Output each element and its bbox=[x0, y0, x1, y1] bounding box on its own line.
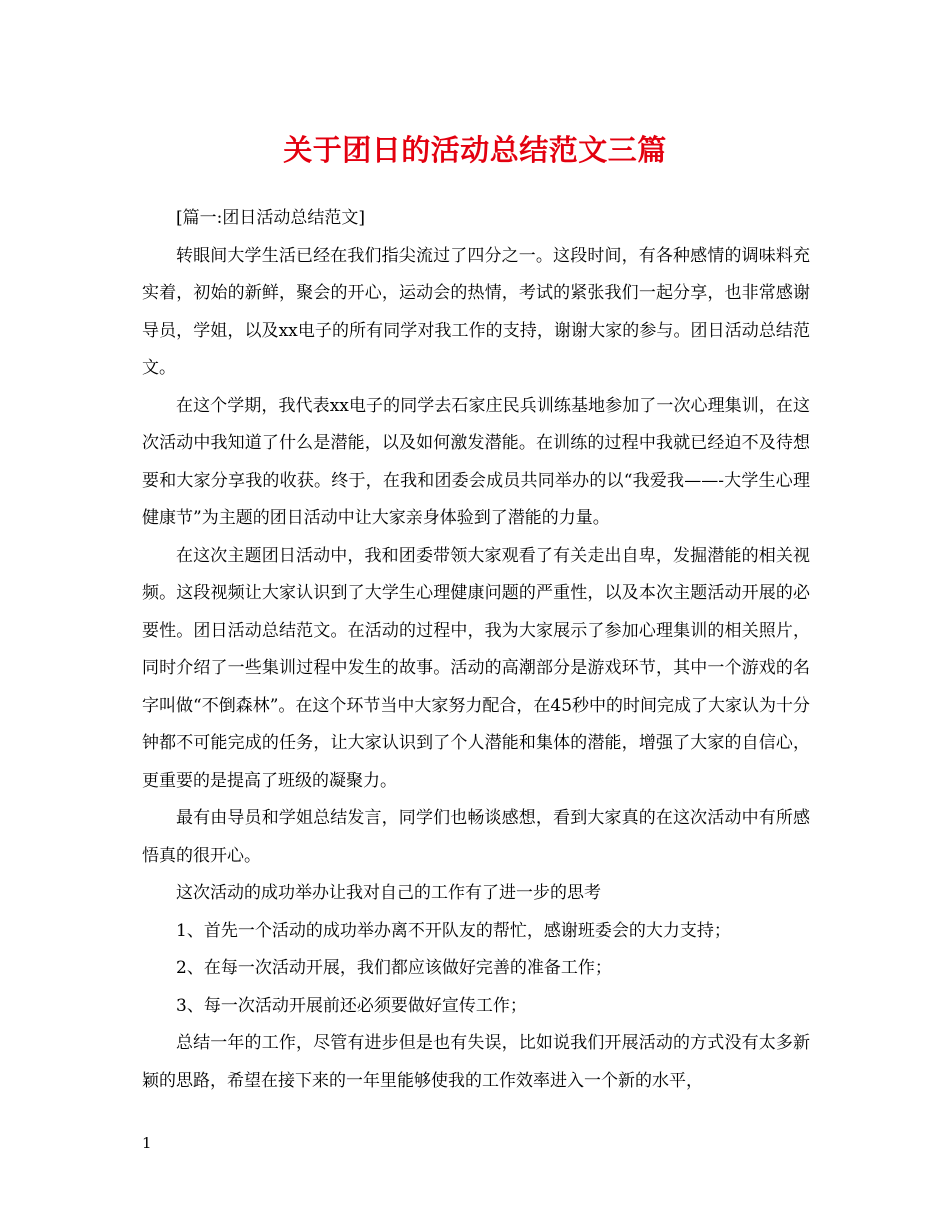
list-item: 2、在每一次活动开展，我们都应该做好完善的准备工作； bbox=[176, 958, 612, 978]
page-number: 1 bbox=[142, 1134, 152, 1152]
paragraph: 这次活动的成功举办让我对自己的工作有了进一步的思考 bbox=[176, 883, 601, 903]
section-heading: [篇一:团日活动总结范文] bbox=[176, 208, 365, 228]
document-body bbox=[142, 200, 810, 1100]
paragraph: 最有由导员和学姐总结发言，同学们也畅谈感想，看到大家真的在这次活动中有所感悟真的很开心。 bbox=[142, 808, 810, 866]
paragraph: 转眼间大学生活已经在我们指尖流过了四分之一。这段时间，有各种感情的调味料充实着，初始的新鲜，聚会的开心，运动会的热情，考试的紧张我们一起分享，也非常感谢导员，学姐，以及xx电子的所有同学对我工作的支持，谢谢大家的参与。团日活动总结范文。 bbox=[142, 245, 810, 378]
paragraph: 在这次主题团日活动中，我和团委带领大家观看了有关走出自卑，发掘潜能的相关视频。这段视频让大家认识到了大学生心理健康问题的严重性，以及本次主题活动开展的必要性。团日活动总结范文。在活动的过程中，我为大家展示了参加心理集训的相关照片，同时介绍了一些集训过程中发生的故事。活动的高潮部分是游戏环节，其中一个游戏的名字叫做“不倒森林”。在这个环节当中大家努力配合，在45秒中的时间完成了大家认为十分钟都不可能完成的任务，让大家认识到了个人潜能和集体的潜能，增强了大家的自信心，更重要的是提高了班级的凝聚力。 bbox=[142, 545, 811, 791]
list-item: 1、首先一个活动的成功举办离不开队友的帮忙，感谢班委会的大力支持； bbox=[176, 920, 731, 941]
document-title: 关于团日的活动总结范文三篇 bbox=[283, 133, 667, 167]
list-item: 3、每一次活动开展前还必须要做好宣传工作； bbox=[176, 995, 527, 1016]
paragraph: 在这个学期，我代表xx电子的同学去石家庄民兵训练基地参加了一次心理集训，在这次活动中我知道了什么是潜能，以及如何激发潜能。在训练的过程中我就已经迫不及待想要和大家分享我的收获。终于，在我和团委会成员共同举办的以“我爱我——-大学生心理健康节”为主题的团日活动中让大家亲身体验到了潜能的力量。 bbox=[142, 395, 810, 528]
paragraph: 总结一年的工作，尽管有进步但是也有失误，比如说我们开展活动的方式没有太多新颖的思路，希望在接下来的一年里能够使我的工作效率进入一个新的水平， bbox=[142, 1033, 810, 1091]
